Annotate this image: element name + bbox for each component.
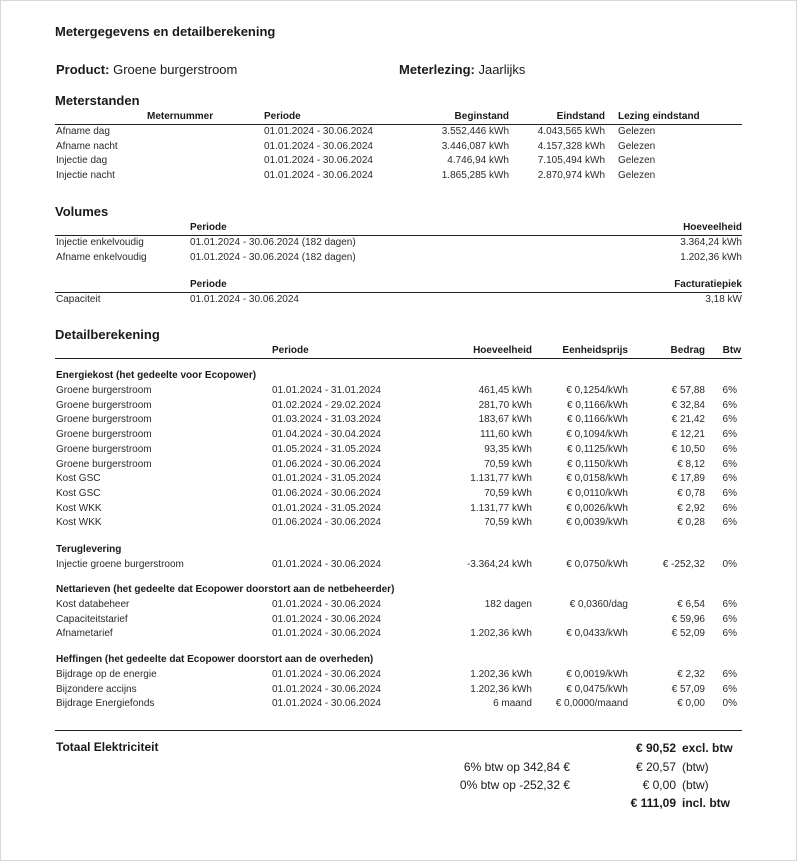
detail-row-period: 01.01.2024 - 30.06.2024	[272, 698, 381, 710]
detail-row-period: 01.03.2024 - 31.03.2024	[272, 414, 381, 426]
detail-row-period: 01.04.2024 - 30.04.2024	[272, 429, 381, 441]
totals-incl-label: incl. btw	[682, 796, 730, 810]
detail-row-amount: € 10,50	[671, 443, 705, 455]
detail-row-vat: 6%	[722, 458, 737, 470]
detail-row-vat: 6%	[722, 502, 737, 514]
detail-heading: Detailberekening	[55, 327, 160, 342]
detail-row-qty: 1.131,77 kWh	[470, 473, 532, 485]
col-beginstand: Beginstand	[454, 111, 509, 122]
vat0-amount: € 0,00	[642, 778, 676, 792]
totals-label: Totaal Elektriciteit	[56, 740, 159, 754]
meter-row-begin: 3.446,087 kWh	[441, 140, 509, 152]
detail-row-amount: € -252,32	[662, 559, 705, 570]
detail-row-qty: 70,59 kWh	[484, 458, 532, 470]
detail-row-price: € 0,1166/kWh	[567, 414, 628, 426]
volume-row-period: 01.01.2024 - 30.06.2024 (182 dagen)	[190, 237, 356, 248]
detail-row-vat: 6%	[722, 599, 737, 610]
meterlezing-label: Meterlezing:	[399, 62, 475, 77]
detail-row-price: € 0,0475/kWh	[566, 683, 628, 695]
capaciteit-qty: 3,18 kW	[705, 294, 742, 305]
detail-row-name: Bijdrage Energiefonds	[56, 698, 155, 710]
product-value: Groene burgerstroom	[113, 62, 238, 77]
meterlezing-line	[399, 62, 525, 77]
detail-row-period: 01.05.2024 - 31.05.2024	[272, 443, 381, 455]
volumes-col-periode-2: Periode	[190, 279, 227, 290]
detail-row-amount: € 21,42	[671, 414, 705, 426]
detail-row-period: 01.02.2024 - 29.02.2024	[272, 399, 381, 411]
vat6-label: 6% btw op 342,84 €	[463, 760, 570, 774]
detail-row-qty: 1.202,36 kWh	[470, 669, 532, 680]
detail-row-name: Groene burgerstroom	[56, 443, 152, 455]
detail-row-amount: € 0,00	[677, 698, 705, 710]
detail-row-price: € 0,1254/kWh	[566, 385, 628, 396]
detail-row-price: € 0,1166/kWh	[567, 399, 628, 411]
detail-row-price: € 0,0158/kWh	[566, 473, 628, 485]
detail-row-period: 01.06.2024 - 30.06.2024	[272, 517, 381, 529]
vat0-label: 0% btw op -252,32 €	[459, 778, 570, 792]
detail-row-vat: 6%	[722, 385, 737, 396]
volume-row-qty: 1.202,36 kWh	[680, 251, 742, 263]
vat0-suffix: (btw)	[682, 778, 709, 792]
detail-row-amount: € 2,92	[677, 502, 705, 514]
detail-row-name: Kost databeheer	[56, 599, 130, 610]
detail-row-name: Capaciteitstarief	[56, 613, 128, 625]
detail-row-qty: 1.202,36 kWh	[470, 628, 532, 640]
detail-row-price: € 0,0360/dag	[569, 599, 628, 610]
detail-row-amount: € 2,32	[677, 669, 705, 680]
detail-row-qty: 1.202,36 kWh	[470, 683, 532, 695]
detail-row-period: 01.01.2024 - 30.06.2024	[272, 559, 381, 570]
totals-rule	[55, 730, 742, 731]
meter-row-end: 4.157,328 kWh	[537, 140, 605, 152]
volumes-col-facturatiepiek: Facturatiepiek	[674, 279, 742, 290]
detail-col-hoeveelheid: Hoeveelheid	[473, 345, 532, 356]
detail-row-name: Kost GSC	[56, 473, 101, 485]
volumes-col-hoeveelheid: Hoeveelheid	[683, 222, 742, 233]
detail-row-price: € 0,0110/kWh	[567, 487, 628, 499]
col-periode: Periode	[264, 111, 301, 122]
detail-row-price: € 0,1150/kWh	[567, 458, 628, 470]
detail-row-period: 01.06.2024 - 30.06.2024	[272, 487, 381, 499]
detail-row-price: € 0,1125/kWh	[567, 443, 628, 455]
totals-excl-amount: € 90,52	[635, 741, 676, 755]
detail-row-amount: € 59,96	[671, 613, 705, 625]
detail-row-vat: 6%	[722, 473, 737, 485]
detail-col-btw: Btw	[722, 345, 741, 356]
group-title: Heffingen (het gedeelte dat Ecopower doorstort aan de overheden)	[56, 654, 374, 665]
detail-row-amount: € 52,09	[671, 628, 705, 640]
detail-row-name: Groene burgerstroom	[56, 458, 152, 470]
meter-row-name: Injectie nacht	[56, 169, 115, 181]
detail-row-name: Groene burgerstroom	[56, 385, 152, 396]
meter-row-period: 01.01.2024 - 30.06.2024	[264, 140, 373, 152]
detail-row-vat: 6%	[722, 517, 737, 529]
detail-row-amount: € 57,09	[671, 683, 705, 695]
meterstanden-rule	[55, 124, 742, 125]
detail-row-amount: € 6,54	[677, 599, 705, 610]
volume-row-name: Afname enkelvoudig	[56, 251, 147, 263]
detail-row-price: € 0,0039/kWh	[566, 517, 628, 529]
detail-row-amount: € 8,12	[677, 458, 705, 470]
detail-row-qty: 70,59 kWh	[484, 517, 532, 529]
meter-row-end: 7.105,494 kWh	[537, 155, 605, 167]
col-meternummer: Meternummer	[147, 111, 214, 122]
meter-row-reading: Gelezen	[618, 140, 656, 152]
detail-row-vat: 6%	[722, 429, 737, 441]
detail-row-amount: € 0,78	[677, 487, 705, 499]
vat6-amount: € 20,57	[635, 760, 676, 774]
group-title: Nettarieven (het gedeelte dat Ecopower doorstort aan de netbeheerder)	[56, 584, 395, 595]
meterlezing-value: Jaarlijks	[478, 62, 526, 77]
detail-row-qty: 111,60 kWh	[480, 429, 532, 441]
detail-row-name: Afnametarief	[56, 628, 113, 640]
volumes-rule	[55, 235, 742, 236]
detail-row-amount: € 0,28	[677, 517, 705, 529]
detail-row-vat: 6%	[722, 487, 737, 499]
detail-row-qty: 93,35 kWh	[484, 443, 532, 455]
meter-row-name: Afname nacht	[56, 140, 118, 152]
detail-row-name: Kost GSC	[56, 487, 101, 499]
meter-row-begin: 1.865,285 kWh	[441, 169, 509, 181]
detail-row-price: € 0,0750/kWh	[566, 559, 628, 570]
detail-row-price: € 0,0019/kWh	[566, 669, 628, 680]
detail-row-name: Bijzondere accijns	[56, 683, 137, 695]
meter-row-name: Afname dag	[56, 126, 110, 137]
detail-row-qty: 1.131,77 kWh	[470, 502, 532, 514]
detail-row-price: € 0,1094/kWh	[566, 429, 628, 441]
detail-row-period: 01.01.2024 - 31.05.2024	[272, 473, 381, 485]
col-eindstand: Eindstand	[556, 111, 605, 122]
detail-row-period: 01.01.2024 - 31.01.2024	[272, 385, 381, 396]
detail-row-price: € 0,0433/kWh	[566, 628, 628, 640]
meter-row-begin: 3.552,446 kWh	[441, 126, 509, 137]
detail-row-name: Kost WKK	[56, 502, 102, 514]
detail-row-period: 01.01.2024 - 30.06.2024	[272, 669, 381, 680]
detail-row-period: 01.01.2024 - 31.05.2024	[272, 502, 381, 514]
detail-row-vat: 0%	[722, 698, 737, 710]
meter-row-period: 01.01.2024 - 30.06.2024	[264, 169, 373, 181]
volumes-col-periode: Periode	[190, 222, 227, 233]
volume-row-qty: 3.364,24 kWh	[680, 237, 742, 248]
volume-row-period: 01.01.2024 - 30.06.2024 (182 dagen)	[190, 251, 356, 263]
detail-row-amount: € 32,84	[671, 399, 705, 411]
detail-row-name: Groene burgerstroom	[56, 429, 152, 441]
meter-row-begin: 4.746,94 kWh	[447, 155, 509, 167]
volume-row-name: Injectie enkelvoudig	[56, 237, 144, 248]
meter-row-end: 2.870,974 kWh	[537, 169, 605, 181]
capaciteit-rule	[55, 292, 742, 293]
detail-row-period: 01.01.2024 - 30.06.2024	[272, 683, 381, 695]
detail-row-price: € 0,0000/maand	[555, 698, 628, 710]
meterstanden-heading: Meterstanden	[55, 93, 140, 108]
detail-row-qty: 281,70 kWh	[478, 399, 532, 411]
detail-col-periode: Periode	[272, 345, 309, 356]
volumes-heading: Volumes	[55, 204, 109, 219]
detail-row-name: Groene burgerstroom	[56, 414, 152, 426]
detail-row-name: Bijdrage op de energie	[56, 669, 157, 680]
detail-row-name: Injectie groene burgerstroom	[56, 559, 184, 570]
product-line	[56, 62, 237, 77]
detail-row-amount: € 12,21	[671, 429, 705, 441]
meter-row-reading: Gelezen	[618, 155, 656, 167]
group-title: Teruglevering	[56, 544, 122, 555]
totals-incl-amount: € 111,09	[630, 796, 676, 810]
detail-row-qty: 182 dagen	[484, 599, 532, 610]
detail-row-vat: 6%	[722, 414, 737, 426]
col-lezing: Lezing eindstand	[618, 111, 700, 122]
detail-rule	[55, 358, 742, 359]
detail-row-vat: 6%	[722, 628, 737, 640]
detail-row-vat: 6%	[722, 683, 737, 695]
detail-row-vat: 6%	[722, 399, 737, 411]
detail-row-qty: -3.364,24 kWh	[466, 559, 532, 570]
detail-row-amount: € 57,88	[671, 385, 705, 396]
detail-row-qty: 461,45 kWh	[478, 385, 532, 396]
detail-row-qty: 70,59 kWh	[484, 487, 532, 499]
detail-row-period: 01.01.2024 - 30.06.2024	[272, 628, 381, 640]
meter-row-end: 4.043,565 kWh	[537, 126, 605, 137]
detail-col-bedrag: Bedrag	[670, 345, 705, 356]
capaciteit-name: Capaciteit	[56, 294, 101, 305]
vat6-suffix: (btw)	[682, 760, 709, 774]
detail-row-vat: 0%	[722, 559, 737, 570]
detail-row-qty: 183,67 kWh	[478, 414, 532, 426]
meter-row-period: 01.01.2024 - 30.06.2024	[264, 155, 373, 167]
detail-row-vat: 6%	[722, 669, 737, 680]
detail-row-name: Groene burgerstroom	[56, 399, 152, 411]
capaciteit-period: 01.01.2024 - 30.06.2024	[190, 294, 299, 305]
meter-row-period: 01.01.2024 - 30.06.2024	[264, 126, 373, 137]
totals-excl-label: excl. btw	[682, 741, 733, 755]
detail-row-price: € 0,0026/kWh	[566, 502, 628, 514]
detail-row-vat: 6%	[722, 443, 737, 455]
detail-row-period: 01.01.2024 - 30.06.2024	[272, 599, 381, 610]
detail-col-eenheidsprijs: Eenheidsprijs	[562, 345, 628, 356]
detail-row-period: 01.06.2024 - 30.06.2024	[272, 458, 381, 470]
detail-row-qty: 6 maand	[493, 698, 532, 710]
meter-row-name: Injectie dag	[56, 155, 108, 167]
detail-row-period: 01.01.2024 - 30.06.2024	[272, 613, 381, 625]
detail-row-name: Kost WKK	[56, 517, 102, 529]
detail-row-amount: € 17,89	[671, 473, 705, 485]
meter-row-reading: Gelezen	[618, 169, 656, 181]
product-label: Product:	[56, 62, 110, 77]
page-title: Metergegevens en detailberekening	[55, 24, 276, 39]
meter-row-reading: Gelezen	[618, 126, 656, 137]
detail-row-vat: 6%	[722, 613, 737, 625]
group-title: Energiekost (het gedeelte voor Ecopower)	[56, 370, 257, 381]
